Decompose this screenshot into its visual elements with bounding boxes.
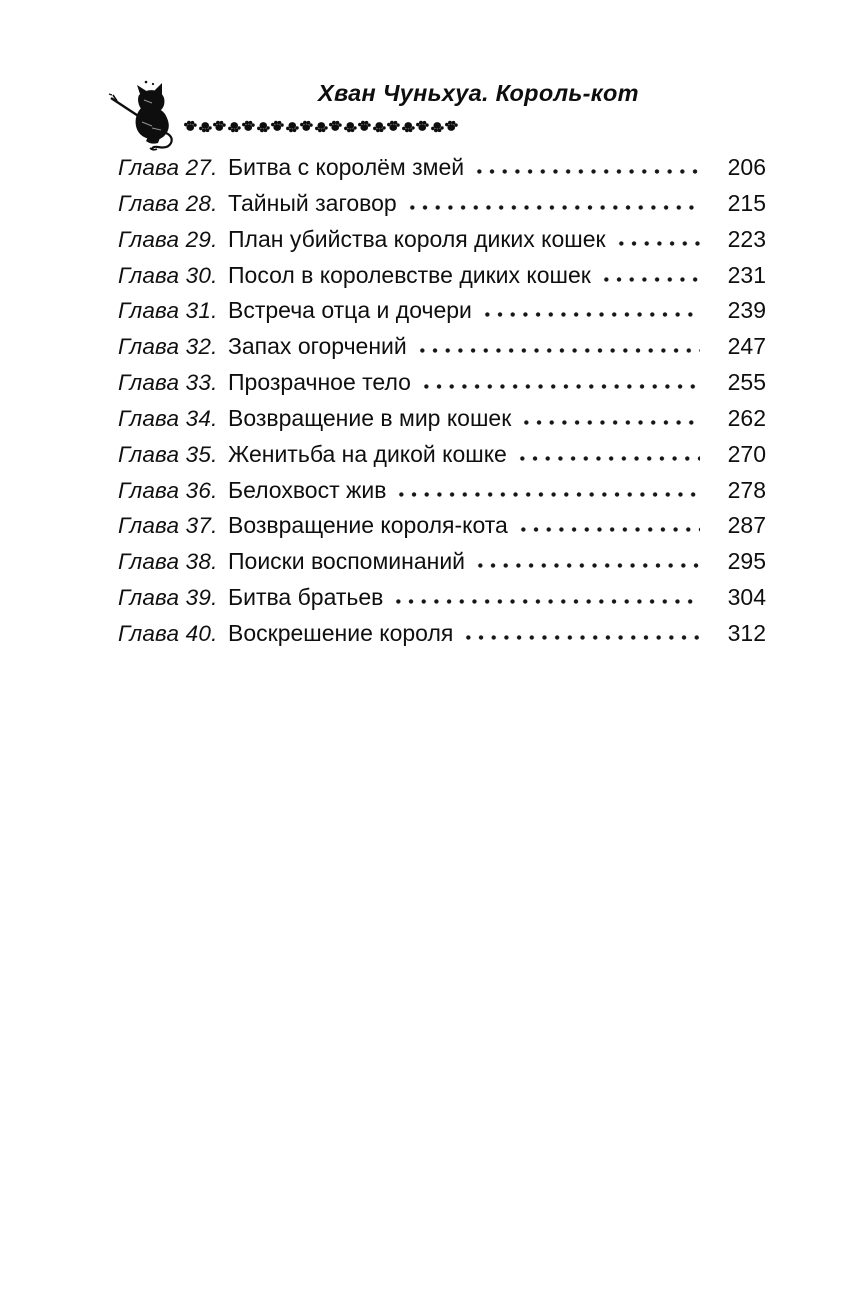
chapter-page-number: 262 [727, 404, 766, 431]
paw-print-icon [212, 118, 227, 133]
chapter-label: Глава 39. [118, 585, 218, 611]
dot-leader [479, 299, 700, 318]
toc-row [118, 508, 766, 544]
chapter-title: Запах огорчений [228, 333, 407, 360]
paw-print-row [183, 112, 459, 138]
dot-leader [598, 264, 700, 283]
chapter-page-number: 270 [727, 440, 766, 467]
toc-row [118, 473, 766, 509]
dot-leader [404, 192, 700, 211]
toc-row [118, 401, 766, 437]
chapter-label: Глава 32. [118, 334, 218, 360]
paw-print-icon [183, 118, 198, 133]
paw-print-icon [299, 118, 314, 133]
paw-print-icon [241, 118, 256, 133]
toc-row [118, 150, 766, 186]
chapter-label: Глава 35. [118, 441, 218, 467]
paw-print-icon [198, 120, 213, 135]
paw-print-icon [415, 118, 430, 133]
chapter-title: Посол в королевстве диких кошек [228, 261, 591, 288]
chapter-label: Глава 34. [118, 405, 218, 431]
paw-print-icon [285, 120, 300, 135]
chapter-page-number: 206 [727, 154, 766, 180]
chapter-label: Глава 33. [118, 370, 218, 396]
paw-print-icon [343, 120, 358, 135]
dot-leader [472, 550, 700, 569]
chapter-label: Глава 40. [118, 620, 218, 646]
dot-leader [518, 407, 700, 426]
paw-print-icon [444, 118, 459, 133]
chapter-title: План убийства короля диких кошек [228, 225, 606, 252]
toc-row [118, 544, 766, 580]
chapter-label: Глава 27. [118, 155, 218, 180]
chapter-page-number: 239 [727, 297, 766, 324]
dot-leader [514, 443, 700, 462]
dot-leader [613, 228, 700, 247]
chapter-title: Возвращение короля-кота [228, 512, 508, 539]
dot-leader [471, 156, 700, 175]
chapter-label: Глава 38. [118, 549, 218, 575]
chapter-label: Глава 31. [118, 298, 218, 324]
toc-row [118, 293, 766, 329]
cat-with-sword-icon [108, 78, 190, 152]
paw-print-icon [328, 118, 343, 133]
toc-row [118, 329, 766, 365]
chapter-page-number: 312 [727, 619, 766, 646]
paw-print-icon [270, 118, 285, 133]
toc-row [118, 365, 766, 401]
paw-print-icon [430, 120, 445, 135]
toc-row [118, 258, 766, 294]
paw-print-icon [357, 118, 372, 133]
paw-print-icon [256, 120, 271, 135]
chapter-page-number: 255 [727, 369, 766, 396]
chapter-title: Женитьба на дикой кошке [228, 440, 507, 467]
chapter-title: Встреча отца и дочери [228, 297, 472, 324]
chapter-title: Битва братьев [228, 584, 384, 611]
paw-print-icon [372, 120, 387, 135]
chapter-title: Белохвост жив [228, 476, 387, 503]
chapter-title: Тайный заговор [228, 189, 397, 216]
book-title: Хван Чуньхуа. Король-кот [318, 80, 639, 106]
chapter-page-number: 295 [727, 548, 766, 575]
chapter-page-number: 278 [727, 476, 766, 503]
paw-print-icon [401, 120, 416, 135]
table-of-contents [118, 150, 766, 652]
toc-row [118, 186, 766, 222]
chapter-title: Битва с королём змей [228, 154, 465, 180]
paw-print-icon [227, 120, 242, 135]
dot-leader [515, 514, 700, 533]
dot-leader [418, 371, 700, 390]
chapter-page-number: 287 [727, 512, 766, 539]
toc-row [118, 616, 766, 652]
chapter-page-number: 304 [727, 584, 766, 611]
toc-row [118, 437, 766, 473]
chapter-label: Глава 36. [118, 477, 218, 503]
dot-leader [460, 622, 700, 641]
chapter-label: Глава 28. [118, 190, 218, 216]
chapter-page-number: 247 [727, 333, 766, 360]
paw-print-icon [386, 118, 401, 133]
chapter-page-number: 231 [727, 261, 766, 288]
toc-row [118, 580, 766, 616]
dot-leader [414, 335, 700, 354]
chapter-title: Поиски воспоминаний [228, 548, 466, 575]
chapter-label: Глава 37. [118, 513, 218, 539]
dot-leader [390, 586, 700, 605]
chapter-page-number: 215 [727, 189, 766, 216]
chapter-label: Глава 30. [118, 262, 218, 288]
paw-print-icon [314, 120, 329, 135]
chapter-page-number: 223 [727, 225, 766, 252]
chapter-title: Прозрачное тело [228, 369, 411, 396]
chapter-label: Глава 29. [118, 226, 218, 252]
toc-row [118, 222, 766, 258]
page-header [0, 0, 844, 150]
chapter-title: Воскрешение короля [228, 619, 454, 646]
chapter-title: Возвращение в мир кошек [228, 404, 512, 431]
dot-leader [393, 479, 700, 498]
